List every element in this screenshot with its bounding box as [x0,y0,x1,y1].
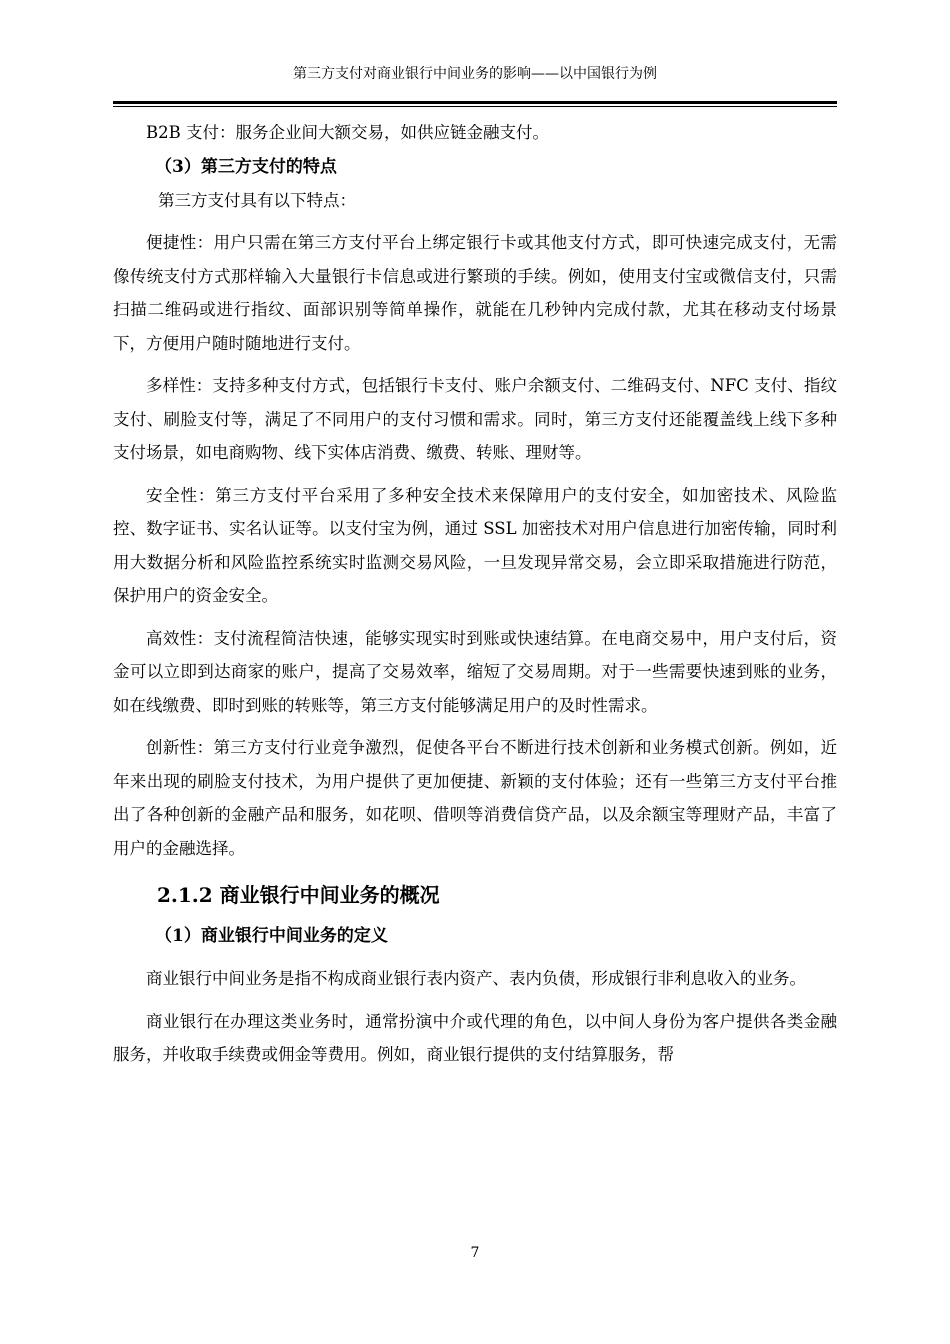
paragraph-security: 安全性：第三方支付平台采用了多种安全技术来保障用户的支付安全，如加密技术、风险监控、数字证书、实名认证等。以支付宝为例，通过 SSL 加密技术对用户信息进行加密传输，同时利用大数据分析和风险监控系统实时监测交易风险，一旦发现异常交易，会立即采取措施进行防范，保护用户的资金安全。 [113,485,837,605]
page-body [113,116,837,1072]
paragraph-convenience: 便捷性：用户只需在第三方支付平台上绑定银行卡或其他支付方式，即可快速完成支付，无需像传统支付方式那样输入大量银行卡信息或进行繁琐的手续。例如，使用支付宝或微信支付，只需扫描二维码或进行指纹、面部识别等简单操作，就能在几秒钟内完成付款，尤其在移动支付场景下，方便用户随时随地进行支付。 [113,233,837,353]
paragraph-innovation: 创新性：第三方支付行业竞争激烈，促使各平台不断进行技术创新和业务模式创新。例如，近年来出现的刷脸支付技术，为用户提供了更加便捷、新颖的支付体验；还有一些第三方支付平台推出了各种创新的金融产品和服务，如花呗、借呗等消费信贷产品，以及余额宝等理财产品，丰富了用户的金融选择。 [113,738,837,858]
running-header: 第三方支付对商业银行中间业务的影响——以中国银行为例 [293,66,657,82]
header-rule-thick [113,101,837,104]
b2b-paragraph: B2B 支付：服务企业间大额交易，如供应链金融支付。 [146,123,549,142]
page-number: 7 [470,1245,480,1261]
subheading-features: （3）第三方支付的特点 [155,156,337,177]
paragraph-definition: 商业银行中间业务是指不构成商业银行表内资产、表内负债，形成银行非利息收入的业务。 [146,969,806,988]
header-rule-thin [113,106,837,107]
features-intro: 第三方支付具有以下特点： [158,190,356,210]
subheading-definition: （1）商业银行中间业务的定义 [155,926,388,946]
section-title: 2.1.2 商业银行中间业务的概况 [157,883,440,907]
paragraph-efficiency: 高效性：支付流程简洁快速，能够实现实时到账或快速结算。在电商交易中，用户支付后，资金可以立即到达商家的账户，提高了交易效率，缩短了交易周期。对于一些需要快速到账的业务，如在线缴费、即时到账的转账等，第三方支付能够满足用户的及时性需求。 [113,628,837,715]
paragraph-diversity: 多样性：支持多种支付方式，包括银行卡支付、账户余额支付、二维码支付、NFC 支付、指纹支付、刷脸支付等，满足了不同用户的支付习惯和需求。同时，第三方支付还能覆盖线上线下多种支付场景，如电商购物、线下实体店消费、缴费、转账、理财等。 [113,376,837,462]
paragraph-role: 商业银行在办理这类业务时，通常扮演中介或代理的角色，以中间人身份为客户提供各类金融服务，并收取手续费或佣金等费用。例如，商业银行提供的支付结算服务，帮 [113,1011,837,1064]
